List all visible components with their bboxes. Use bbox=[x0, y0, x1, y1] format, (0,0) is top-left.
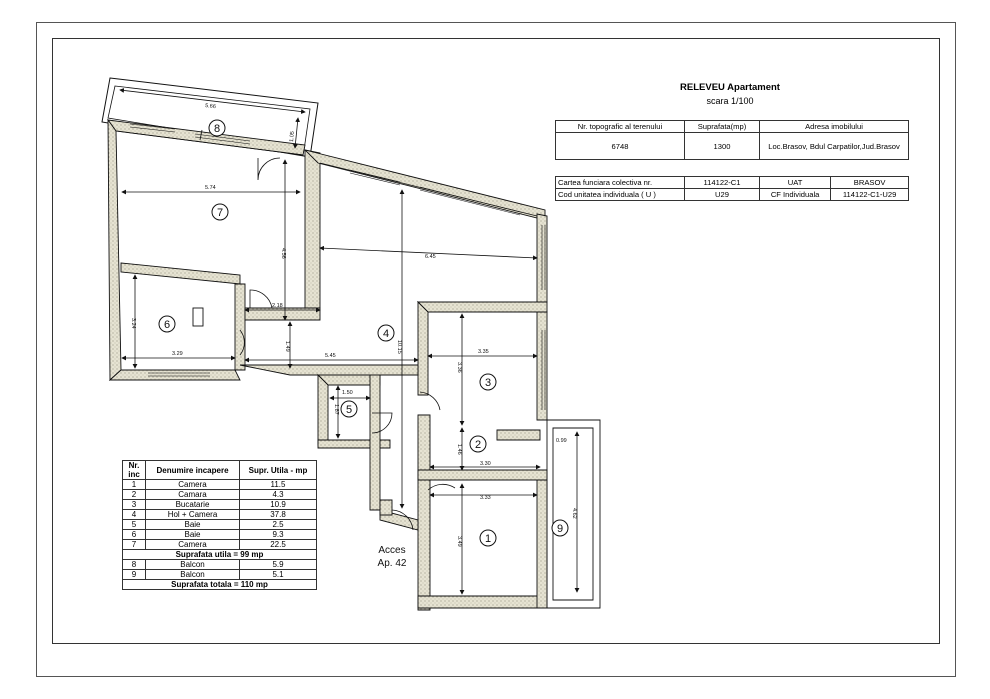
dim-label: 4.56 bbox=[280, 248, 286, 259]
room-8-marker bbox=[209, 120, 225, 136]
dim-label: 3.24 bbox=[130, 318, 136, 329]
plan-scale: scara 1/100 bbox=[706, 96, 754, 106]
rooms-header-area: Supr. Utila - mp bbox=[240, 461, 317, 480]
table-cell: 22.5 bbox=[240, 540, 317, 550]
room-7-marker bbox=[212, 204, 228, 220]
registry-cell: Cod unitatea individuala ( U ) bbox=[556, 189, 685, 201]
room-3-marker bbox=[480, 374, 496, 390]
table-cell: 2.5 bbox=[240, 520, 317, 530]
header-cell: Adresa imobilului bbox=[760, 121, 909, 133]
table-cell: 5 bbox=[123, 520, 146, 530]
table-cell: Hol + Camera bbox=[146, 510, 240, 520]
registry-cell: UAT bbox=[760, 177, 831, 189]
room-9-marker bbox=[552, 520, 568, 536]
rooms-table bbox=[122, 460, 317, 590]
table-cell: 5.9 bbox=[240, 560, 317, 570]
table-row bbox=[123, 540, 317, 550]
table-cell: 9 bbox=[123, 570, 146, 580]
registry-cell: 114122-C1-U29 bbox=[831, 189, 909, 201]
room-2-marker bbox=[470, 436, 486, 452]
table-cell: Bucatarie bbox=[146, 500, 240, 510]
table-cell: 9.3 bbox=[240, 530, 317, 540]
dim-label: 3.30 bbox=[480, 461, 491, 467]
subtotal-row bbox=[123, 550, 317, 560]
table-cell: 2 bbox=[123, 490, 146, 500]
table-cell: 11.5 bbox=[240, 480, 317, 490]
table-cell: Camera bbox=[146, 540, 240, 550]
svg-text:1: 1 bbox=[484, 533, 492, 545]
table-cell: 8 bbox=[123, 560, 146, 570]
registry-table bbox=[555, 176, 909, 201]
registry-cell: BRASOV bbox=[831, 177, 909, 189]
dim-label: 0.99 bbox=[556, 438, 567, 444]
svg-text:2: 2 bbox=[474, 439, 482, 451]
table-row bbox=[123, 510, 317, 520]
dim-label: 3.35 bbox=[478, 349, 489, 355]
svg-text:6: 6 bbox=[163, 319, 171, 331]
table-row bbox=[123, 560, 317, 570]
registry-cell: Cartea funciara colectiva nr. bbox=[556, 177, 685, 189]
property-table bbox=[555, 120, 909, 160]
table-cell: Balcon bbox=[146, 560, 240, 570]
dim-label: 5.66 bbox=[204, 103, 217, 111]
room-5-marker bbox=[341, 401, 357, 417]
dim-label: 1.49 bbox=[284, 341, 290, 352]
dim-label: 3.49 bbox=[456, 536, 462, 547]
table-cell: 3 bbox=[123, 500, 146, 510]
svg-text:Acces: Acces bbox=[378, 545, 406, 556]
rooms-header-name: Denumire incapere bbox=[146, 461, 240, 480]
dim-label: 3.36 bbox=[456, 362, 462, 373]
table-row bbox=[123, 570, 317, 580]
plan-title: RELEVEU Apartament bbox=[680, 82, 780, 93]
table-cell: 6 bbox=[123, 530, 146, 540]
table-row bbox=[123, 530, 317, 540]
dim-label: 3.33 bbox=[480, 495, 491, 501]
dim-label: 10.15 bbox=[396, 340, 402, 354]
registry-cell: 114122-C1 bbox=[685, 177, 760, 189]
table-cell: Baie bbox=[146, 520, 240, 530]
svg-text:4: 4 bbox=[382, 328, 390, 340]
table-cell: 10.9 bbox=[240, 500, 317, 510]
value-cell: 6748 bbox=[556, 133, 685, 160]
total-row bbox=[123, 580, 317, 590]
room-6-marker bbox=[159, 316, 175, 332]
table-cell: Camera bbox=[146, 480, 240, 490]
svg-text:3: 3 bbox=[484, 377, 492, 389]
table-cell: 5.1 bbox=[240, 570, 317, 580]
dim-label: 1.05 bbox=[289, 130, 296, 143]
header-cell: Suprafata(mp) bbox=[685, 121, 760, 133]
rooms-header-nr: Nr. inc bbox=[123, 461, 146, 480]
dim-label: 3.29 bbox=[172, 351, 183, 357]
value-cell: Loc.Brasov, Bdul Carpatilor,Jud.Brasov bbox=[760, 133, 909, 160]
dim-label: 1.46 bbox=[456, 444, 462, 455]
room-4-marker bbox=[378, 325, 394, 341]
table-cell: Baie bbox=[146, 530, 240, 540]
table-row bbox=[123, 520, 317, 530]
table-row bbox=[123, 490, 317, 500]
dim-label: 1.50 bbox=[342, 390, 353, 396]
dim-label: 4.62 bbox=[571, 508, 577, 519]
room-1-marker bbox=[480, 530, 496, 546]
header-cell: Nr. topografic al terenului bbox=[556, 121, 685, 133]
value-cell: 1300 bbox=[685, 133, 760, 160]
dim-label: 2.18 bbox=[272, 303, 283, 309]
registry-cell: CF Individuala bbox=[760, 189, 831, 201]
table-cell: 37.8 bbox=[240, 510, 317, 520]
dim-label: 5.45 bbox=[325, 353, 336, 359]
table-row bbox=[123, 480, 317, 490]
registry-cell: U29 bbox=[685, 189, 760, 201]
svg-text:Ap. 42: Ap. 42 bbox=[377, 558, 407, 569]
table-cell: Suprafata totala = 110 mp bbox=[123, 580, 317, 590]
svg-text:9: 9 bbox=[556, 523, 564, 535]
table-row bbox=[123, 500, 317, 510]
dim-label: 1.87 bbox=[333, 404, 339, 415]
table-cell: Camara bbox=[146, 490, 240, 500]
table-cell: 7 bbox=[123, 540, 146, 550]
table-cell: Balcon bbox=[146, 570, 240, 580]
dim-label: 5.74 bbox=[205, 185, 216, 191]
dim-label: 6.45 bbox=[425, 254, 436, 260]
table-cell: 1 bbox=[123, 480, 146, 490]
access-label bbox=[378, 545, 407, 569]
table-cell: Suprafata utila = 99 mp bbox=[123, 550, 317, 560]
svg-text:7: 7 bbox=[216, 207, 224, 219]
table-cell: 4.3 bbox=[240, 490, 317, 500]
table-cell: 4 bbox=[123, 510, 146, 520]
svg-text:5: 5 bbox=[345, 404, 353, 416]
svg-text:8: 8 bbox=[213, 123, 221, 135]
